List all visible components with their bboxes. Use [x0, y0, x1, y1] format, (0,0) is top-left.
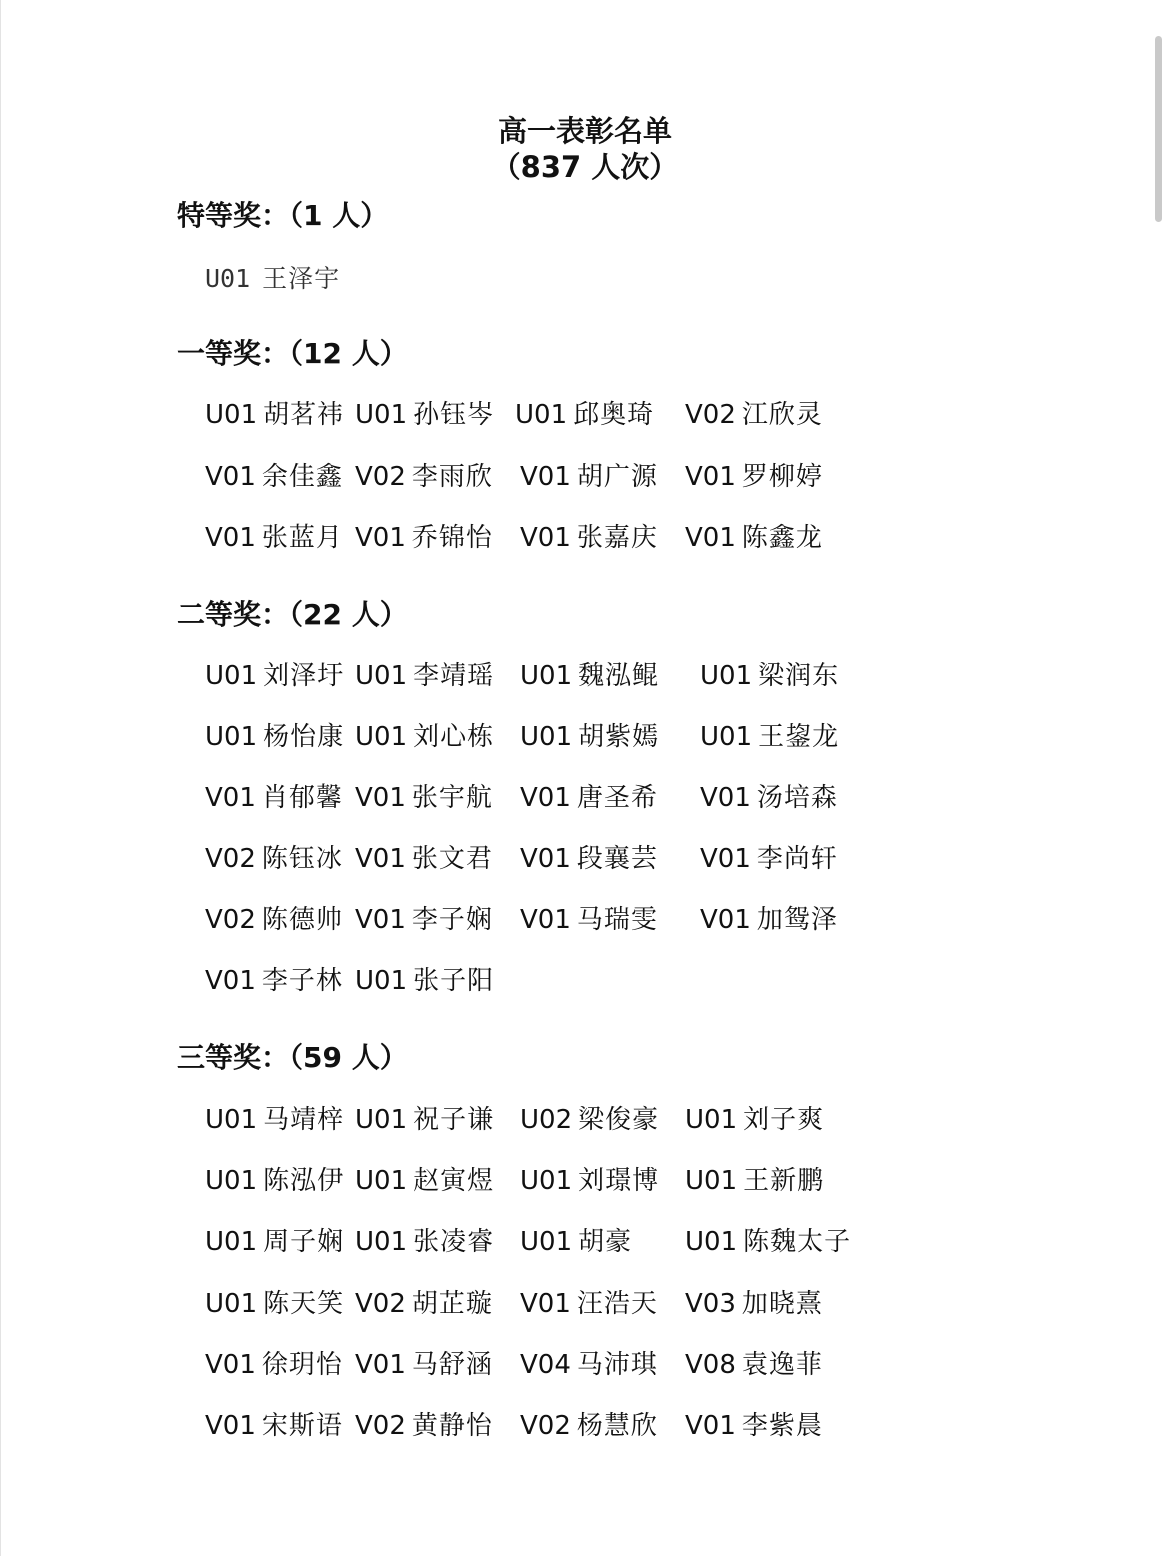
award-entry: V01 段襄芸 — [520, 844, 658, 874]
award-entry: V08 袁逸菲 — [685, 1350, 823, 1380]
award-entry: V01 马舒涵 — [355, 1350, 493, 1380]
award-entry: V01 徐玥怡 — [205, 1350, 343, 1380]
award-entry: V02 杨慧欣 — [520, 1411, 658, 1441]
award-entry: V01 加鸳泽 — [700, 905, 838, 935]
award-entry: U01 张子阳 — [355, 966, 495, 996]
award-entry: V01 李子林 — [205, 966, 343, 996]
award-entry: U01 胡豪 — [520, 1227, 633, 1257]
page-edge — [0, 0, 1, 1556]
award-entry: V01 余佳鑫 — [205, 462, 343, 492]
award-entry: U01 胡紫嫣 — [520, 722, 660, 752]
page-subtitle: （837 人次） — [491, 150, 679, 184]
award-entry: V01 李尚轩 — [700, 844, 838, 874]
award-entry: U01 陈天笑 — [205, 1289, 345, 1319]
award-entry: U01 赵寅煜 — [355, 1166, 495, 1196]
award-entry: U01 张凌睿 — [355, 1227, 495, 1257]
award-entry: V01 张宇航 — [355, 783, 493, 813]
award-entry: V01 汪浩天 — [520, 1289, 658, 1319]
award-entry: V01 汤培森 — [700, 783, 838, 813]
award-entry: U01 胡茗祎 — [205, 400, 345, 430]
award-entry: U01 邱奥琦 — [515, 400, 655, 430]
award-entry: V02 黄静怡 — [355, 1411, 493, 1441]
section-heading-first: 一等奖：（12 人） — [177, 337, 408, 370]
award-entry: V01 马瑞雯 — [520, 905, 658, 935]
award-entry: V01 肖郁馨 — [205, 783, 343, 813]
award-entry: U02 梁俊豪 — [520, 1105, 660, 1135]
award-entry: V01 陈鑫龙 — [685, 523, 823, 553]
section-heading-special: 特等奖：（1 人） — [177, 199, 389, 232]
award-entry: V02 陈德帅 — [205, 905, 343, 935]
award-entry: U01 王鋆龙 — [700, 722, 840, 752]
award-entry: U01 陈魏太子 — [685, 1227, 852, 1257]
award-entry: U01 刘心栋 — [355, 722, 495, 752]
award-entry: U01 陈泓伊 — [205, 1166, 345, 1196]
award-entry: U01 刘泽圩 — [205, 661, 345, 691]
award-entry: V01 张嘉庆 — [520, 523, 658, 553]
award-entry: V01 张蓝月 — [205, 523, 343, 553]
award-entry: U01 马靖梓 — [205, 1105, 345, 1135]
award-entry: V01 李紫晨 — [685, 1411, 823, 1441]
award-entry: U01 王新鹏 — [685, 1166, 825, 1196]
award-entry: V02 陈钰冰 — [205, 844, 343, 874]
award-entry: U01 祝子谦 — [355, 1105, 495, 1135]
award-entry: U01 孙钰岑 — [355, 400, 495, 430]
award-entry: U01 李靖瑶 — [355, 661, 495, 691]
award-entry: V01 宋斯语 — [205, 1411, 343, 1441]
award-entry: V01 李子娴 — [355, 905, 493, 935]
award-entry: V02 李雨欣 — [355, 462, 493, 492]
award-entry: V01 罗柳婷 — [685, 462, 823, 492]
page-title: 高一表彰名单 — [497, 114, 672, 148]
award-entry: V04 马沛琪 — [520, 1350, 658, 1380]
award-entry: U01 刘璟博 — [520, 1166, 660, 1196]
award-entry: U01 魏泓鲲 — [520, 661, 660, 691]
award-entry: U01 杨怡康 — [205, 722, 345, 752]
award-entry: V01 张文君 — [355, 844, 493, 874]
award-entry: V02 江欣灵 — [685, 400, 823, 430]
award-entry: V03 加晓熹 — [685, 1289, 823, 1319]
award-entry: U01 王泽宇 — [205, 264, 341, 293]
award-entry: V01 唐圣希 — [520, 783, 658, 813]
award-entry: U01 刘子爽 — [685, 1105, 825, 1135]
award-entry: V01 胡广源 — [520, 462, 658, 492]
award-entry: U01 梁润东 — [700, 661, 840, 691]
award-entry: V01 乔锦怡 — [355, 523, 493, 553]
award-entry: V02 胡芷璇 — [355, 1289, 493, 1319]
award-entry: U01 周子娴 — [205, 1227, 345, 1257]
section-heading-second: 二等奖：（22 人） — [177, 598, 408, 631]
section-heading-third: 三等奖：（59 人） — [177, 1041, 408, 1074]
